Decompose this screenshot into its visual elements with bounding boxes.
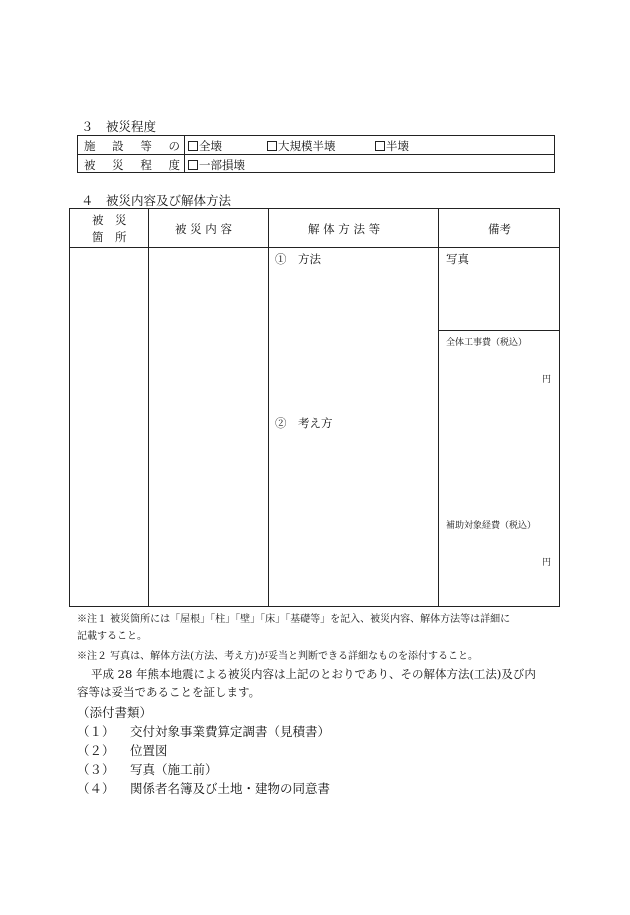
header-location-line2: 箇 所: [92, 230, 127, 244]
note-2: ※注２ 写真は、解体方法(方法、考え方)が妥当と判断できる詳細なものを添付すること。: [77, 651, 478, 662]
section3-title: ３ 被災程度: [81, 119, 157, 134]
header-remarks: 備考: [488, 222, 511, 236]
remarks-total-yen: 円: [542, 375, 552, 385]
checkbox-icon: [188, 160, 198, 170]
remarks-subsidy-cost: 補助対象経費（税込）: [446, 521, 537, 531]
statement-line1: 平成 28 年熊本地震による被災内容は上記のとおりであり、その解体方法(工法)及び内: [91, 667, 536, 681]
remarks-total-cost: 全体工事費（税込）: [446, 338, 528, 348]
checkbox-icon: [188, 141, 198, 151]
attachment-item-num: （４）: [77, 781, 115, 796]
method-item-2: ② 考え方: [275, 416, 333, 430]
checkbox-icon: [375, 141, 385, 151]
remarks-photo: 写真: [446, 252, 469, 266]
checkbox-half-collapse[interactable]: 半壊: [375, 138, 409, 154]
header-damage-content: 被 災 内 容: [175, 222, 232, 236]
attachment-item-text: 位置図: [130, 743, 168, 758]
attachment-item-num: （３）: [77, 762, 115, 777]
note-1-line1: ※注１ 被災箇所には「屋根」「柱」「壁」「床」「基礎等」を記入、被災内容、解体方法等は詳細に: [77, 614, 511, 625]
attachment-item-text: 写真（施工前）: [130, 762, 218, 777]
attachment-item-text: 交付対象事業費算定調書（見積書）: [130, 724, 331, 739]
section4-title: ４ 被災内容及び解体方法: [81, 193, 232, 208]
remarks-subsidy-yen: 円: [542, 558, 552, 568]
note-1-line2: 記載すること。: [77, 631, 147, 642]
damage-degree-table: [77, 135, 555, 173]
attachment-item-num: （２）: [77, 743, 115, 758]
damage-degree-label: 被 災 程 度: [84, 158, 180, 172]
checkbox-icon: [267, 141, 277, 151]
checkbox-total-collapse[interactable]: 全壊: [188, 138, 222, 154]
method-item-1: ① 方法: [275, 252, 321, 266]
facility-label: 施 設 等 の: [84, 139, 180, 153]
header-demolition-method: 解 体 方 法 等: [308, 222, 381, 236]
attachment-item-text: 関係者名簿及び土地・建物の同意書: [130, 781, 331, 796]
damage-content-table: [69, 208, 560, 607]
attachments-heading: （添付書類）: [77, 705, 153, 720]
statement-line2: 容等は妥当であることを証します。: [77, 685, 261, 699]
header-location-line1: 被 災: [92, 213, 127, 227]
checkbox-partial-damage[interactable]: 一部損壊: [188, 157, 245, 173]
checkbox-large-half-collapse[interactable]: 大規模半壊: [267, 138, 336, 154]
attachment-item-num: （１）: [77, 724, 115, 739]
